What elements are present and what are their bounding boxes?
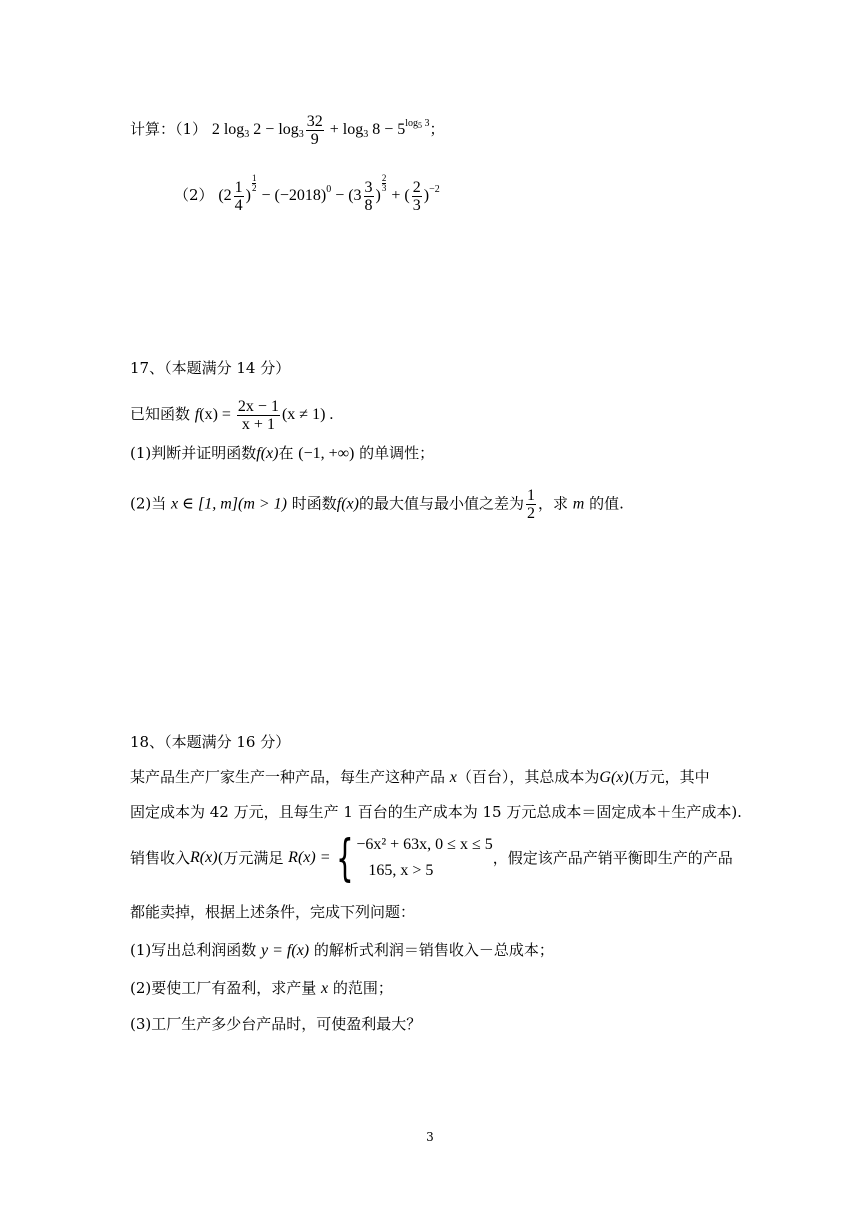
exponent-1-2: $\frac{1}{2}$ — [251, 173, 257, 193]
fraction-2x-1-over-x-1: $\frac{2x - 1}{x + 1}$ — [237, 398, 279, 433]
q18-header: 18、（本题满分 16 分） — [130, 733, 291, 751]
calc-part2-expression: (2 $\frac{1}{4}$ ) $\frac{1}{2}$ − $(-2018)^0 - (3$ $\frac{3}{8}$ ) $\frac{2}{3}$ + ( $\frac{2}{3}$ )$^{-2}$ — [218, 173, 440, 214]
q17-given: 已知函数 f(x) = $\frac{2x - 1}{x + 1}$ (x ≠ 1) . — [130, 398, 334, 433]
calc-line-2 — [174, 174, 440, 214]
fraction-1-4: $\frac{1}{4}$ — [234, 178, 243, 214]
left-brace: { — [335, 829, 354, 887]
calc-part2-tag: （2） — [174, 186, 214, 204]
case-1: −6x² + 63x, 0 ≤ x ≤ 5 — [356, 836, 493, 853]
semicolon: ； — [429, 120, 445, 139]
q18-subquestion-2: (2)要使工厂有盈利，求产量 x 的范围； — [130, 979, 393, 997]
fraction-3-8: $\frac{3}{8}$ — [364, 178, 373, 214]
q18-subquestion-1: (1)写出总利润函数 y = f(x) 的解析式利润＝销售收入－总成本； — [130, 941, 554, 959]
fraction-1-2: $\frac{1}{2}$ — [527, 487, 535, 522]
q18-line-4: 都能卖掉，根据上述条件，完成下列问题： — [130, 903, 416, 921]
q17-header: 17、（本题满分 14 分） — [130, 359, 291, 377]
q18-line-1: 某产品生产厂家生产一种产品，每生产这种产品 x（百台），其总成本为G(x)(万元，其中 — [130, 768, 710, 786]
q17-subquestion-2: (2)当 x ∈ [1, m](m > 1) 时函数f(x)的最大值与最小值之差为 $\frac{1}{2}$ ，求 m 的值. — [130, 487, 624, 522]
fraction-32-9: $\frac{32}{9}$ — [306, 113, 323, 148]
calc-label: 计算： — [130, 120, 176, 139]
piecewise-cases — [356, 832, 492, 884]
calc-line-1 — [130, 113, 445, 148]
case-2: 165, x > 5 — [368, 862, 434, 879]
q18-subquestion-3: (3)工厂生产多少台产品时，可使盈利最大？ — [130, 1015, 422, 1033]
q18-line-3: 销售收入R(x)(万元满足 R(x) = { −6x² + 63x, 0 ≤ x ≤ 5 165, x > 5 ，假定该产品产销平衡即生产的产品 — [130, 829, 733, 887]
q18-line-2: 固定成本为 42 万元，且每生产 1 百台的生产成本为 15 万元总成本＝固定成本＋生产成本). — [130, 803, 742, 821]
fraction-2-3: $\frac{2}{3}$ — [412, 178, 421, 214]
exponent-2-3: $\frac{2}{3}$ — [381, 173, 387, 193]
q17-subquestion-1: (1)判断并证明函数f(x)在 (−1, +∞) 的单调性； — [130, 444, 435, 462]
q17-s2-tag: (2) — [130, 494, 152, 513]
calc-part1-expression: 2 $\log_3 2 - \log_3$ $\frac{32}{9}$ + $\log_3 8 - 5^{log_5 3}$ — [211, 113, 430, 148]
q17-s1-tag: (1) — [130, 444, 152, 462]
page-number: 3 — [426, 1130, 434, 1144]
calc-part1-tag: （1） — [175, 120, 208, 139]
